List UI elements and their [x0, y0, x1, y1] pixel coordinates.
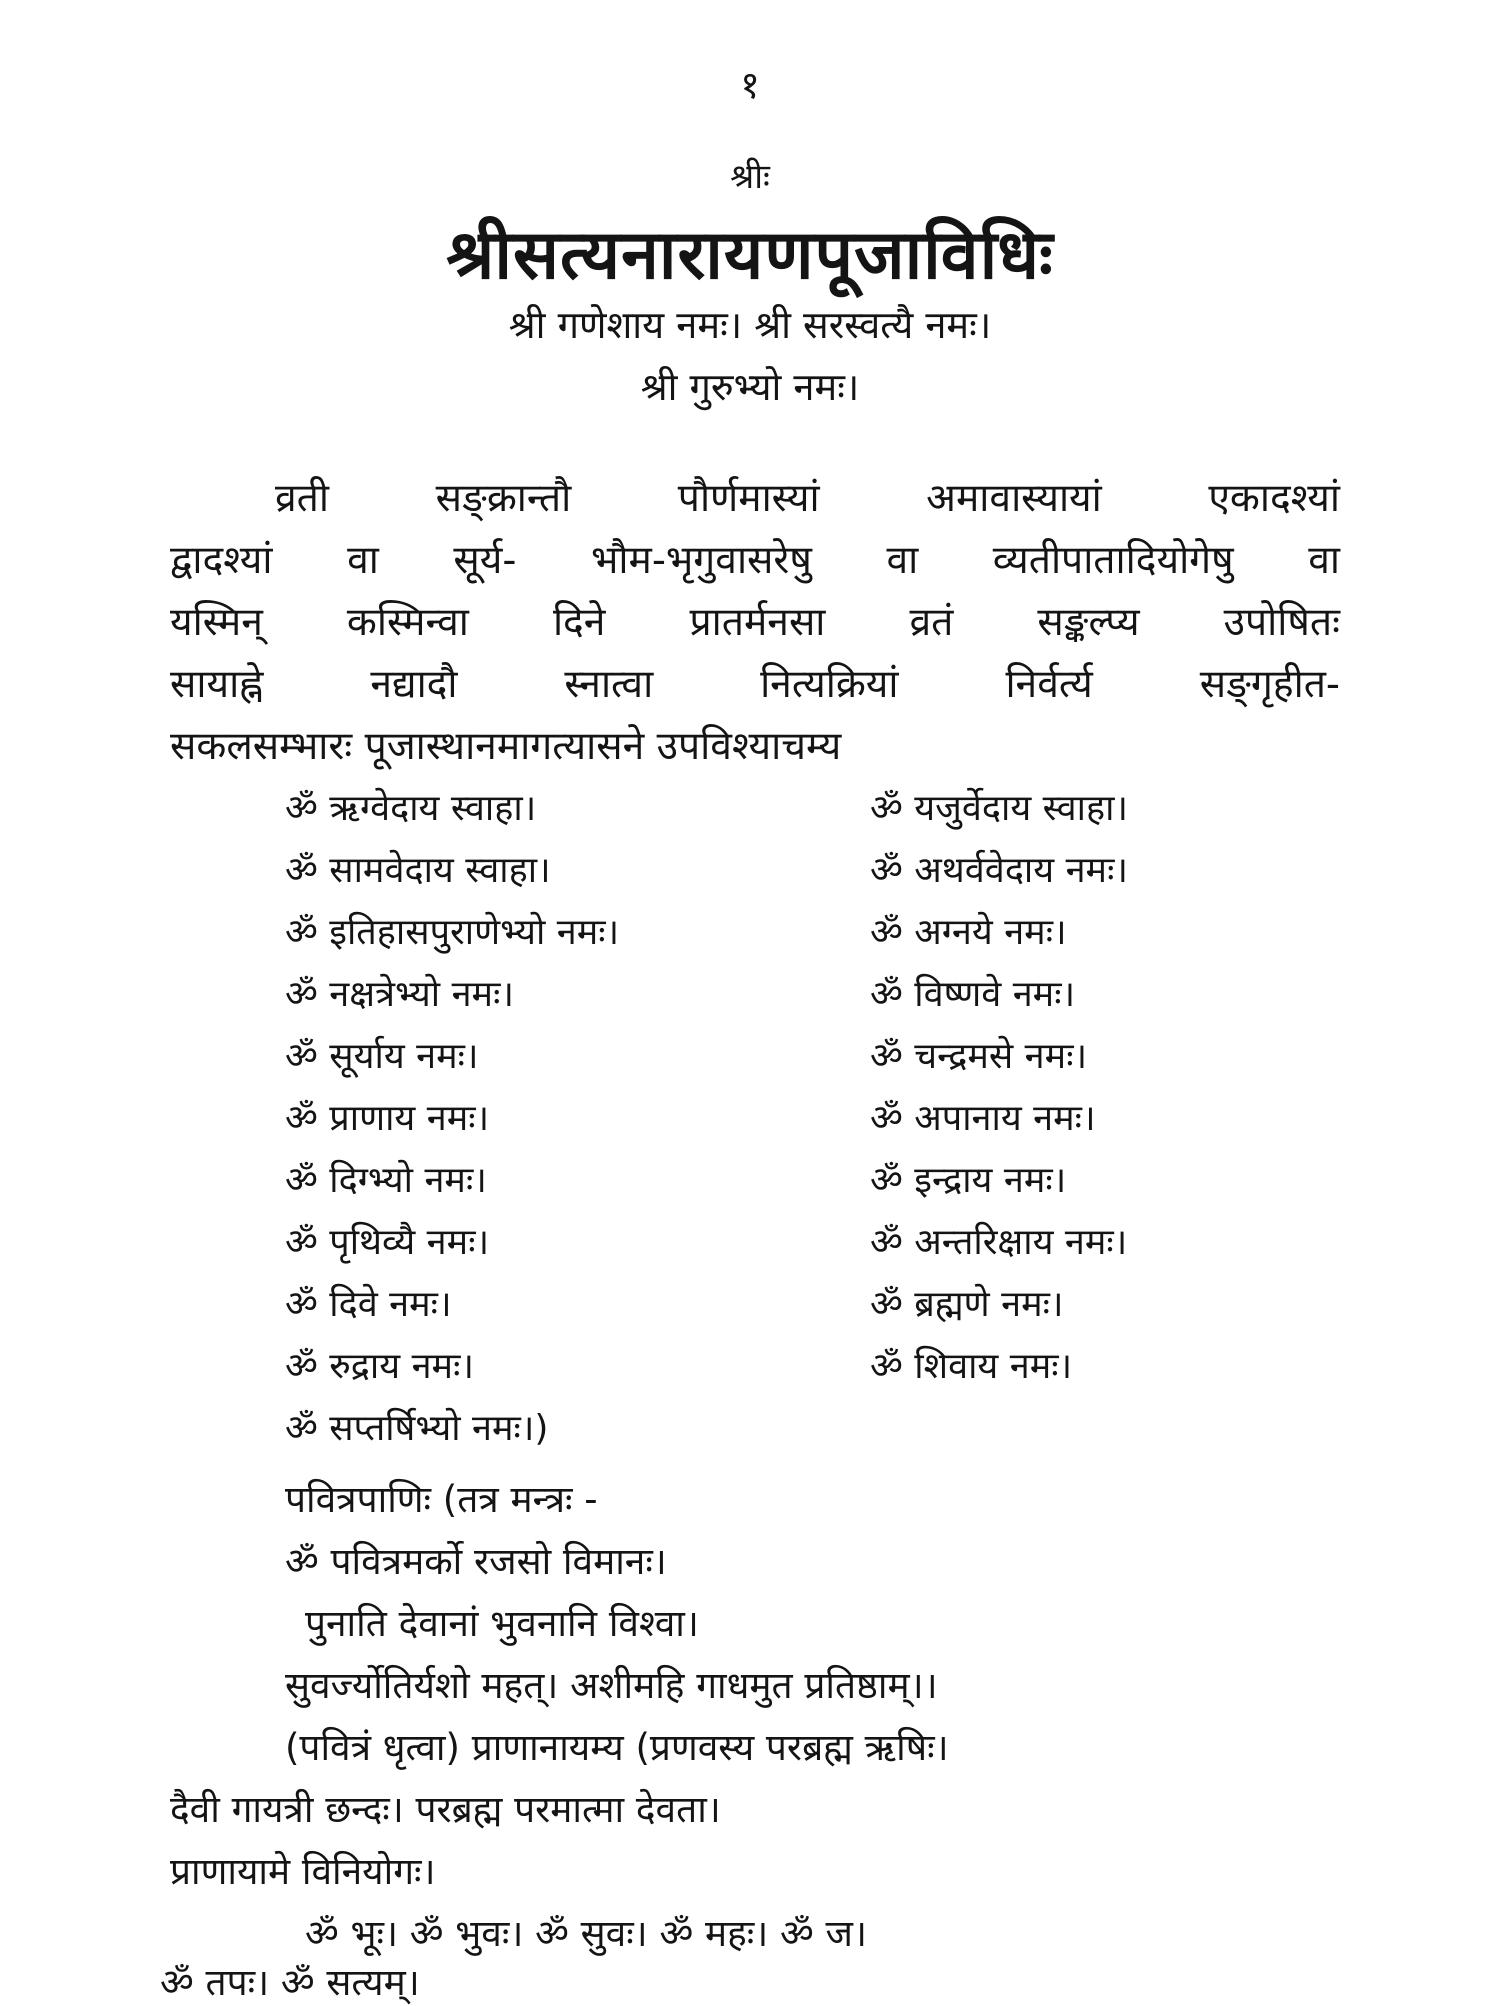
closing-line: ॐ तपः। ॐ सत्यम्।: [160, 1961, 420, 2004]
mantra-right: ॐ अपानाय नमः।: [870, 1098, 1096, 1139]
intro-line: यस्मिन् कस्मिन्वा दिने प्रातर्मनसा व्रतं सङ्कल्प्य उपोषितः: [170, 600, 1340, 645]
mantra-right: ॐ अग्नये नमः।: [870, 912, 1067, 953]
invocation-line-2: श्री गुरुभ्यो नमः।: [640, 365, 860, 409]
closing-line: (पवित्रं धृत्वा) प्राणानायम्य (प्रणवस्य परब्रह्म ऋषिः।: [285, 1726, 949, 1769]
intro-line: द्वादश्यां वा सूर्य- भौम-भृगुवासरेषु वा व्यतीपातादियोगेषु वा: [170, 538, 1340, 583]
page-number: १: [740, 63, 760, 107]
mantra-row: [285, 1092, 1335, 1154]
intro-line: सायाह्ने नद्यादौ स्नात्वा नित्यक्रियां निर्वर्त्य सङ्गृहीत-: [170, 662, 1340, 707]
intro-paragraph: [170, 468, 1340, 778]
mantra-left: ॐ रुद्राय नमः।: [285, 1346, 474, 1387]
mantra-right: ॐ विष्णवे नमः।: [870, 974, 1076, 1015]
mantra-list: [285, 782, 1335, 1464]
mantra-row: [285, 1340, 1335, 1402]
mantra-right: ॐ चन्द्रमसे नमः।: [870, 1036, 1088, 1077]
mantra-left: ॐ पृथिव्यै नमः।: [285, 1222, 490, 1263]
mantra-right: ॐ शिवाय नमः।: [870, 1346, 1073, 1387]
shri-heading: श्रीः: [730, 157, 770, 197]
closing-line: पवित्रपाणिः (तत्र मन्त्रः -: [285, 1478, 598, 1521]
closing-line: प्राणायामे विनियोगः।: [170, 1850, 436, 1893]
mantra-left: ॐ दिवे नमः।: [285, 1284, 452, 1325]
mantra-left: ॐ सूर्याय नमः।: [285, 1036, 479, 1077]
mantra-row: [285, 968, 1335, 1030]
mantra-right: ॐ ब्रह्मणे नमः।: [870, 1284, 1064, 1325]
mantra-row: [285, 782, 1335, 844]
closing-line: पुनाति देवानां भुवनानि विश्वा।: [305, 1602, 699, 1645]
mantra-right: ॐ इन्द्राय नमः।: [870, 1160, 1067, 1201]
mantra-row: [285, 1030, 1335, 1092]
mantra-left: ॐ सप्तर्षिभ्यो नमः।): [285, 1408, 549, 1449]
mantra-row: [285, 1278, 1335, 1340]
mantra-row: [285, 1154, 1335, 1216]
closing-line: दैवी गायत्री छन्दः। परब्रह्म परमात्मा देवता।: [170, 1788, 721, 1831]
closing-line: ॐ भूः। ॐ भुवः। ॐ सुवः। ॐ महः। ॐ ज।: [305, 1912, 867, 1955]
closing-line: सुवर्ज्योतिर्यशो महत्। अशीमहि गाधमुत प्रतिष्ठाम्।।: [285, 1664, 938, 1707]
document-title: श्रीसत्यनारायणपूजाविधिः: [446, 216, 1054, 295]
mantra-left: ॐ ऋग्वेदाय स्वाहा।: [285, 788, 537, 829]
mantra-left: ॐ नक्षत्रेभ्यो नमः।: [285, 974, 514, 1015]
mantra-row: [285, 906, 1335, 968]
mantra-row: [285, 1402, 1335, 1464]
mantra-left: ॐ प्राणाय नमः।: [285, 1098, 490, 1139]
closing-line: ॐ पवित्रमर्को रजसो विमानः।: [285, 1540, 667, 1583]
mantra-right: ॐ अथर्ववेदाय नमः।: [870, 850, 1129, 891]
mantra-left: ॐ सामवेदाय स्वाहा।: [285, 850, 551, 891]
intro-line: व्रती सङ्क्रान्तौ पौर्णमास्यां अमावास्यायां एकादश्यां: [275, 476, 1340, 521]
mantra-right: ॐ अन्तरिक्षाय नमः।: [870, 1222, 1128, 1263]
mantra-row: [285, 1216, 1335, 1278]
intro-line: सकलसम्भारः पूजास्थानमागत्यासने उपविश्याचम्य: [170, 724, 842, 769]
mantra-right: ॐ यजुर्वेदाय स्वाहा।: [870, 788, 1129, 829]
mantra-left: ॐ इतिहासपुराणेभ्यो नमः।: [285, 912, 620, 953]
invocation-line-1: श्री गणेशाय नमः। श्री सरस्वत्यै नमः।: [508, 303, 992, 347]
mantra-left: ॐ दिग्भ्यो नमः।: [285, 1160, 487, 1201]
mantra-row: [285, 844, 1335, 906]
